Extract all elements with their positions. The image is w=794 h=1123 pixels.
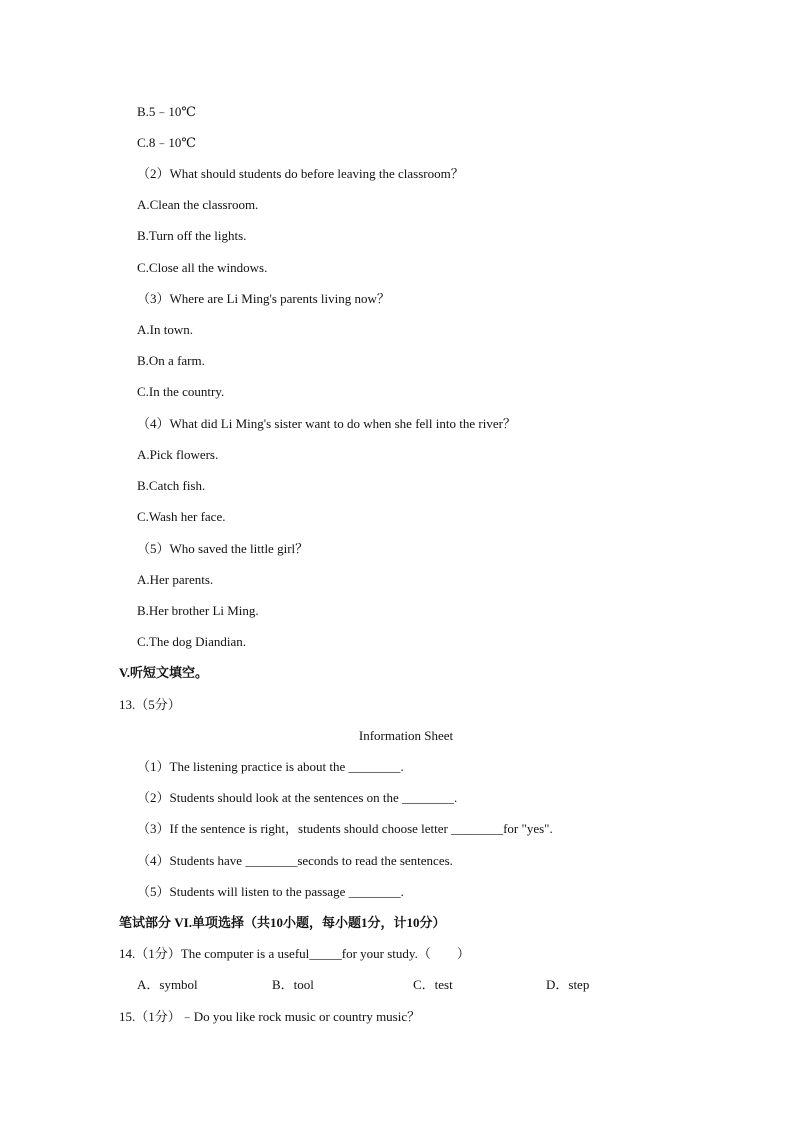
question-3-option-a: A.In town. <box>137 322 193 337</box>
question-2-option-c: C.Close all the windows. <box>137 260 268 275</box>
question-3-option-c: C.In the country. <box>137 384 225 399</box>
fill-blank-1: （1）The listening practice is about the ________. <box>137 759 404 774</box>
question-14-option-b: B．tool <box>272 977 314 992</box>
question-5: （5）Who saved the little girl？ <box>137 541 309 556</box>
question-3: （3）Where are Li Ming's parents living now？ <box>137 291 390 306</box>
question-15-stem: 15.（1分）﹣Do you like rock music or country music？ <box>119 1009 421 1024</box>
fill-blank-4: （4）Students have ________seconds to read the sentences. <box>137 853 453 868</box>
question-5-option-a: A.Her parents. <box>137 572 214 587</box>
fill-blank-5: （5）Students will listen to the passage ________. <box>137 884 404 899</box>
question-14-stem: 14.（1分）The computer is a useful_____for your study.（ ） <box>119 946 470 961</box>
question-4: （4）What did Li Ming's sister want to do when she fell into the river？ <box>137 416 516 431</box>
question-3-option-b: B.On a farm. <box>137 353 205 368</box>
question-4-option-a: A.Pick flowers. <box>137 447 219 462</box>
question-4-option-b: B.Catch fish. <box>137 478 206 493</box>
option-b-temperature: B.5﹣10℃ <box>137 104 196 119</box>
information-sheet-title: Information Sheet <box>358 728 454 743</box>
option-c-temperature: C.8﹣10℃ <box>137 135 196 150</box>
section-6-heading: 笔试部分 VI.单项选择（共10小题，每小题1分，计10分） <box>119 915 446 930</box>
question-13-number: 13.（5分） <box>119 697 181 712</box>
question-14-option-c: C．test <box>413 977 453 992</box>
question-5-option-c: C.The dog Diandian. <box>137 634 247 649</box>
fill-blank-2: （2）Students should look at the sentences on the ________. <box>137 790 458 805</box>
fill-blank-3: （3）If the sentence is right，students should choose letter ________for "yes". <box>137 821 553 836</box>
question-5-option-b: B.Her brother Li Ming. <box>137 603 259 618</box>
question-2-option-b: B.Turn off the lights. <box>137 228 247 243</box>
question-14-option-a: A．symbol <box>137 977 198 992</box>
question-4-option-c: C.Wash her face. <box>137 509 226 524</box>
question-14-option-d: D．step <box>546 977 590 992</box>
section-5-heading: V.听短文填空。 <box>119 665 208 680</box>
question-2-option-a: A.Clean the classroom. <box>137 197 259 212</box>
question-2: （2）What should students do before leaving the classroom？ <box>137 166 464 181</box>
